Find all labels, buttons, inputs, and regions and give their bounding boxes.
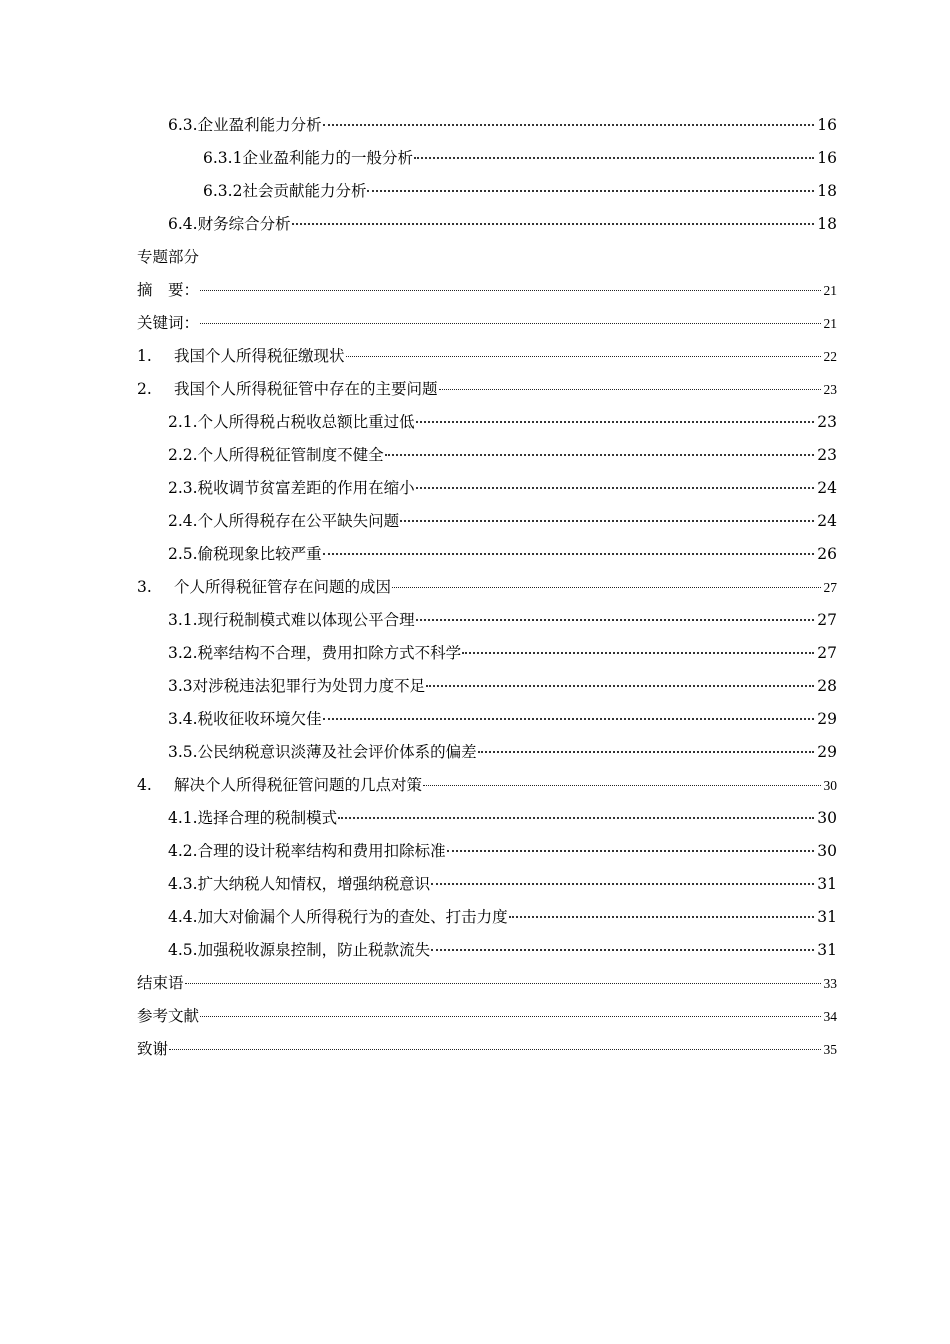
toc-page-number: 31 (817, 941, 837, 959)
toc-page-number: 24 (817, 512, 837, 530)
toc-entry-text: 6.3.2社会贡献能力分析 (203, 182, 367, 200)
toc-entry-label (168, 539, 322, 569)
toc-page-number: 21 (823, 316, 837, 331)
toc-entry-label (168, 110, 322, 140)
toc-entry-label (168, 704, 322, 734)
toc-entry-label (168, 836, 446, 866)
toc-entry-text: 我国个人所得税征管中存在的主要问题 (174, 380, 438, 398)
toc-page-number: 21 (823, 283, 837, 298)
toc-entry[interactable] (168, 440, 837, 470)
toc-entry[interactable] (168, 935, 837, 965)
toc-page-number: 33 (823, 976, 837, 991)
toc-entry-label (168, 803, 337, 833)
toc-entry-text: 致谢 (137, 1040, 169, 1058)
toc-entry[interactable] (137, 968, 837, 998)
toc-entry[interactable] (168, 407, 837, 437)
toc-entry-label (168, 473, 415, 503)
toc-page-number: 30 (817, 842, 837, 860)
toc-entry-text: 3.5.公民纳税意识淡薄及社会评价体系的偏差 (168, 743, 477, 761)
toc-entry[interactable] (137, 242, 837, 272)
toc-entry-label (137, 374, 438, 404)
toc-entry[interactable] (168, 506, 837, 536)
toc-entry-text: 3.2.税率结构不合理，费用扣除方式不科学 (168, 644, 462, 662)
toc-page-number: 34 (823, 1009, 837, 1024)
toc-page-number: 16 (817, 116, 837, 134)
toc-page-number: 30 (817, 809, 837, 827)
toc-entry[interactable] (168, 209, 837, 239)
toc-page-number: 23 (817, 446, 837, 464)
toc-page-number: 18 (817, 182, 837, 200)
toc-dot-leader (478, 751, 815, 753)
toc-page-number: 27 (817, 611, 837, 629)
toc-page-number: 27 (823, 580, 837, 595)
toc-entry[interactable] (168, 671, 837, 701)
toc-entry-text: 6.3.企业盈利能力分析 (168, 116, 322, 134)
toc-entry-label (137, 242, 199, 272)
toc-dot-leader (426, 685, 814, 687)
toc-entry[interactable] (137, 308, 837, 338)
toc-entry-text: 解决个人所得税征管问题的几点对策 (174, 776, 423, 794)
toc-dot-leader (200, 323, 820, 324)
toc-entry-text: 4.3.扩大纳税人知情权，增强纳税意识 (168, 875, 431, 893)
toc-entry-label (137, 1001, 199, 1031)
toc-entry-number: 3. (137, 578, 152, 596)
toc-entry-text: 结束语 (137, 974, 184, 992)
toc-entry-label (137, 1034, 168, 1064)
toc-entry[interactable] (168, 902, 837, 932)
toc-entry[interactable] (203, 176, 837, 206)
toc-dot-leader (367, 190, 814, 192)
toc-entry-label (137, 308, 199, 338)
toc-dot-leader (423, 785, 820, 786)
toc-dot-leader (169, 1049, 820, 1050)
toc-page-number: 24 (817, 479, 837, 497)
toc-page-number: 23 (817, 413, 837, 431)
toc-entry-text: 摘 要： (137, 281, 200, 299)
toc-dot-leader (416, 421, 815, 423)
toc-entry-text: 参考文献 (137, 1007, 200, 1025)
toc-page-number: 27 (817, 644, 837, 662)
toc-entry-label (168, 737, 477, 767)
toc-entry-number: 1. (137, 347, 152, 365)
toc-dot-leader (447, 850, 815, 852)
toc-entry-text: 关键词： (137, 314, 200, 332)
toc-page-number: 26 (817, 545, 837, 563)
toc-entry[interactable] (168, 473, 837, 503)
toc-entry-label (203, 176, 366, 206)
toc-dot-leader (431, 883, 814, 885)
toc-entry-text: 6.4.财务综合分析 (168, 215, 291, 233)
toc-entry-text: 4.2.合理的设计税率结构和费用扣除标准 (168, 842, 446, 860)
toc-entry-label (168, 440, 384, 470)
toc-entry-label (168, 902, 508, 932)
toc-entry[interactable] (168, 869, 837, 899)
toc-page-number: 31 (817, 908, 837, 926)
toc-page-number: 31 (817, 875, 837, 893)
toc-dot-leader (185, 983, 821, 984)
toc-entry[interactable] (168, 803, 837, 833)
toc-page-number: 30 (823, 778, 837, 793)
toc-entry-text: 4.5.加强税收源泉控制，防止税款流失 (168, 941, 431, 959)
toc-page-number: 23 (823, 382, 837, 397)
toc-entry[interactable] (137, 770, 837, 800)
toc-page-number: 35 (823, 1042, 837, 1057)
toc-entry-text: 专题部分 (137, 248, 200, 266)
toc-entry-label (137, 572, 391, 602)
toc-dot-leader (416, 487, 815, 489)
toc-dot-leader (323, 718, 815, 720)
toc-page-number: 22 (823, 349, 837, 364)
toc-page-number: 29 (817, 743, 837, 761)
toc-entry-text: 2.1.个人所得税占税收总额比重过低 (168, 413, 415, 431)
toc-entry[interactable] (137, 572, 837, 602)
toc-dot-leader (439, 389, 821, 390)
toc-dot-leader (385, 454, 815, 456)
toc-entry-label (137, 770, 422, 800)
toc-entry-text: 个人所得税征管存在问题的成因 (174, 578, 392, 596)
toc-entry-text: 3.4.税收征收环境欠佳 (168, 710, 322, 728)
toc-entry-text: 6.3.1企业盈利能力的一般分析 (203, 149, 413, 167)
toc-entry-label (168, 638, 461, 668)
toc-entry-label (137, 968, 184, 998)
toc-entry-text: 2.4.个人所得税存在公平缺失问题 (168, 512, 400, 530)
toc-dot-leader (392, 587, 820, 588)
toc-dot-leader (414, 157, 814, 159)
toc-entry-text: 2.5.偷税现象比较严重 (168, 545, 322, 563)
toc-dot-leader (431, 949, 814, 951)
toc-entry-text: 我国个人所得税征缴现状 (174, 347, 345, 365)
toc-entry-label (168, 605, 415, 635)
toc-entry-label (137, 275, 199, 305)
toc-dot-leader (200, 1016, 820, 1017)
toc-dot-leader (462, 652, 814, 654)
toc-page-number: 29 (817, 710, 837, 728)
toc-entry-label (168, 209, 291, 239)
toc-dot-leader (416, 619, 815, 621)
toc-entry-label (168, 506, 399, 536)
toc-entry[interactable] (137, 275, 837, 305)
toc-entry-text: 3.1.现行税制模式难以体现公平合理 (168, 611, 415, 629)
toc-dot-leader (323, 124, 815, 126)
toc-entry[interactable] (168, 737, 837, 767)
toc-dot-leader (400, 520, 814, 522)
toc-entry-text: 4.4.加大对偷漏个人所得税行为的查处、打击力度 (168, 908, 508, 926)
toc-dot-leader (323, 553, 815, 555)
toc-entry-number: 2. (137, 380, 152, 398)
toc-dot-leader (338, 817, 814, 819)
toc-entry-number: 4. (137, 776, 152, 794)
toc-entry[interactable] (168, 704, 837, 734)
toc-dot-leader (346, 356, 821, 357)
toc-entry-label (203, 143, 413, 173)
toc-entry-label (168, 869, 430, 899)
toc-entry[interactable] (168, 539, 837, 569)
toc-entry-text: 3.3对涉税违法犯罪行为处罚力度不足 (168, 677, 426, 695)
toc-entry-label (168, 407, 415, 437)
toc-entry-text: 2.2.个人所得税征管制度不健全 (168, 446, 384, 464)
toc-entry[interactable] (137, 1001, 837, 1031)
toc-entry[interactable] (168, 638, 837, 668)
toc-entry[interactable] (168, 110, 837, 140)
toc-dot-leader (200, 290, 820, 291)
toc-page-number: 16 (817, 149, 837, 167)
toc-entry-label (168, 935, 430, 965)
toc-entry[interactable] (137, 1034, 837, 1064)
toc-dot-leader (292, 223, 815, 225)
toc-entry[interactable] (168, 605, 837, 635)
toc-entry[interactable] (203, 143, 837, 173)
toc-page-number: 28 (817, 677, 837, 695)
toc-entry-label (137, 341, 345, 371)
toc-entry-label (168, 671, 425, 701)
toc-entry[interactable] (137, 341, 837, 371)
toc-dot-leader (509, 916, 815, 918)
toc-entry-text: 4.1.选择合理的税制模式 (168, 809, 338, 827)
toc-entry[interactable] (137, 374, 837, 404)
toc-entry-text: 2.3.税收调节贫富差距的作用在缩小 (168, 479, 415, 497)
toc-page-number: 18 (817, 215, 837, 233)
toc-entry[interactable] (168, 836, 837, 866)
